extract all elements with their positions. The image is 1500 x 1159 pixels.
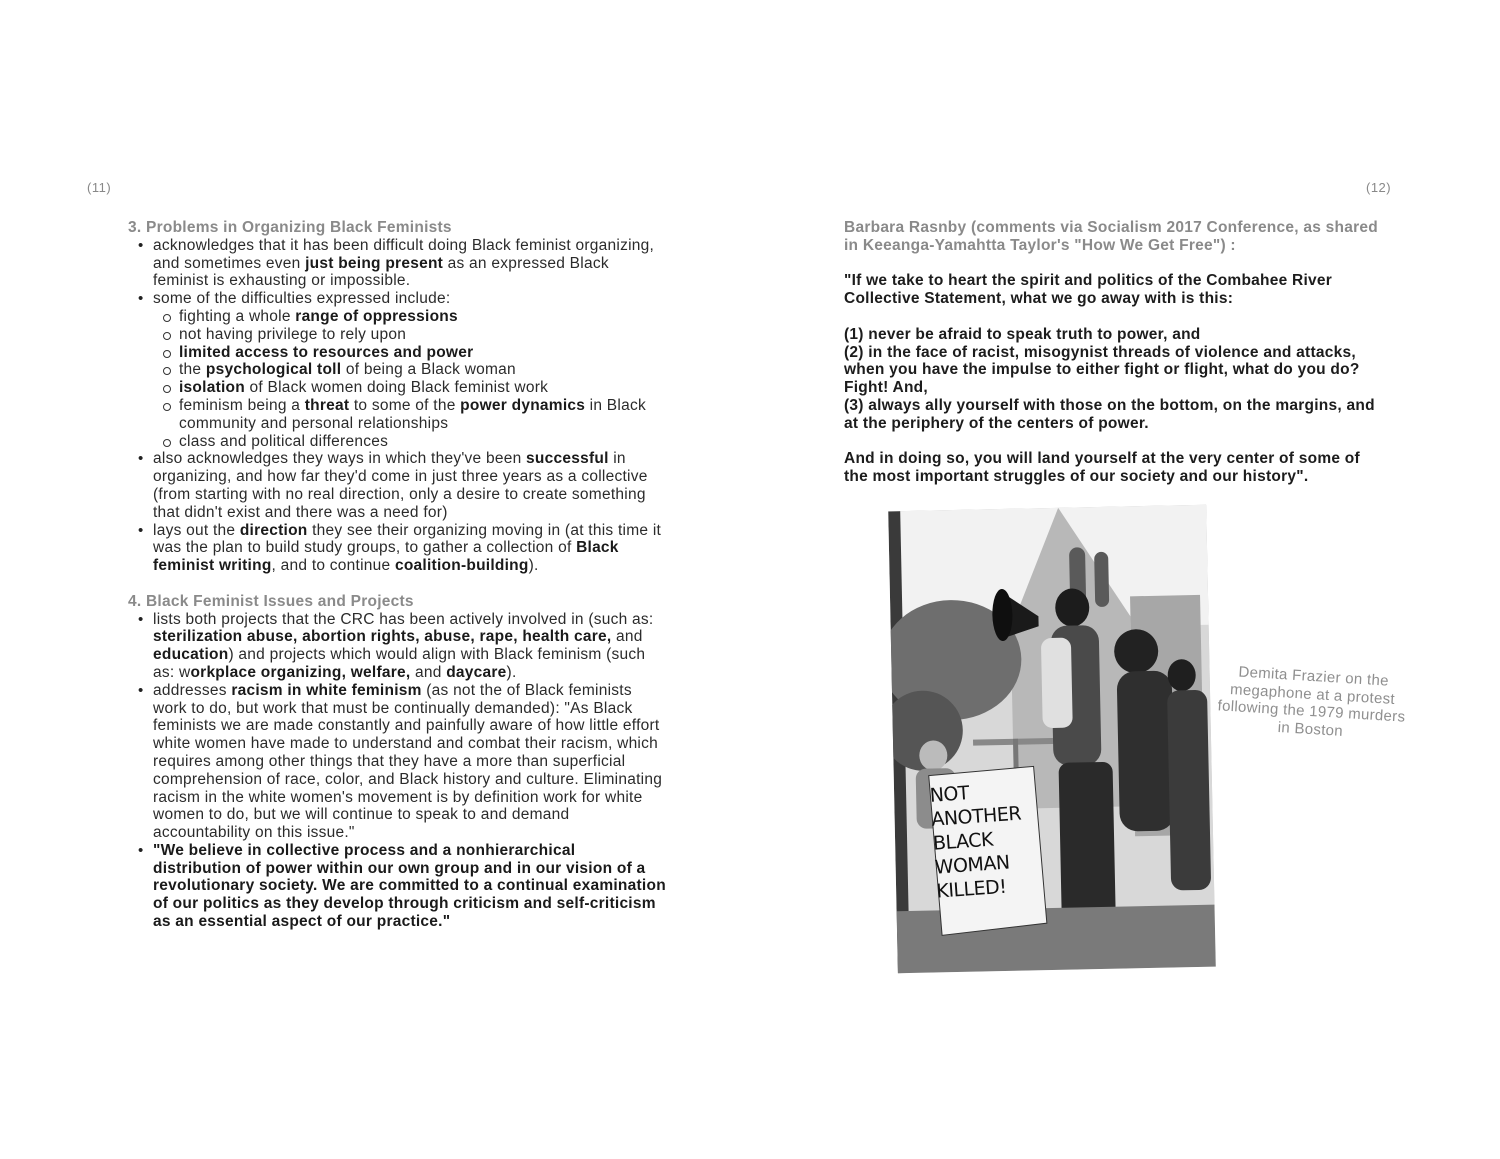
text: (as not the of Black feminists work to do, but work that must be continually demanded): "As Black feminists we are made constantly and painfully aware of how little effort white women have made to understand and combat their racism, which requires among other things that they have a more than superficial comprehension of race, color, and Black history and culture. Eliminating racism in the white women's movement is by definition work for white women to do, but we will continue to speak to and demand accountability on this issue." <box>153 681 663 842</box>
list-item <box>128 682 668 842</box>
right-column <box>844 219 1384 486</box>
emphasis: racism in white feminism <box>231 681 422 699</box>
page-number-left: (11) <box>87 180 112 195</box>
text: and <box>611 628 643 646</box>
list-item <box>128 450 668 521</box>
text: and <box>410 663 447 681</box>
emphasis: daycare <box>446 663 507 681</box>
emphasis: education <box>153 646 229 664</box>
sub-list-item <box>153 326 668 344</box>
text: , and to continue <box>271 557 395 575</box>
text: ). <box>506 663 517 681</box>
list-item <box>128 237 668 290</box>
text: in organizing, and how far they'd come in just three years as a collective (from starting with no real direction, only a desire to create something that didn't exist and there was a need for) <box>153 450 648 521</box>
difficulties-sublist <box>153 308 668 450</box>
text: the <box>179 361 206 379</box>
sub-list-item <box>153 433 668 451</box>
emphasis: isolation <box>179 379 245 397</box>
emphasis: Black feminist writing <box>153 539 619 575</box>
emphasis: direction <box>239 521 308 539</box>
text: not having privilege to rely upon <box>179 325 407 343</box>
section-4-list <box>128 611 668 931</box>
text: some of the difficulties expressed include: <box>153 290 451 308</box>
sub-list-item <box>153 397 668 433</box>
sub-list-item <box>153 344 668 362</box>
section-3-list <box>128 237 668 575</box>
text: class and political differences <box>179 432 389 450</box>
emphasis: range of oppressions <box>295 307 458 325</box>
emphasis: power dynamics <box>460 396 586 414</box>
section-4-heading: 4. Black Feminist Issues and Projects <box>128 592 414 610</box>
quote-point-2: (2) in the face of racist, misogynist threads of violence and attacks, when you have the impulse to either fight or flight, what do you do? Fight! And, <box>844 343 1360 397</box>
quote-emphasis: "We believe in collective process and a nonhierarchical distribution of power within our own group and in our vision of a revolutionary society. We are committed to a continual examination of our politics as they develop through criticism and self-criticism as an essential aspect of our practice." <box>153 841 666 931</box>
sub-list-item <box>153 379 668 397</box>
emphasis: orkplace organizing, welfare, <box>190 663 411 681</box>
text: ). <box>528 557 539 575</box>
emphasis: successful <box>526 450 609 468</box>
list-item <box>128 290 668 450</box>
text: to some of the <box>349 396 461 414</box>
text: addresses <box>153 681 232 699</box>
text: acknowledges that it has been difficult doing Black feminist organizing, and sometimes even <box>153 236 655 272</box>
left-column <box>128 219 668 931</box>
page-number-right: (12) <box>1366 180 1392 195</box>
list-item <box>128 522 668 575</box>
attribution-heading: Barbara Rasnby (comments via Socialism 2017 Conference, as shared in Keeanga-Yamahtta Taylor's "How We Get Free") : <box>844 219 1379 254</box>
text: of Black women doing Black feminist work <box>244 379 549 397</box>
text: as an expressed Black feminist is exhausting or impossible. <box>153 254 609 290</box>
section-3-heading: 3. Problems in Organizing Black Feminists <box>128 219 452 236</box>
text: fighting a whole <box>179 307 296 325</box>
emphasis: limited access to resources and power <box>179 343 474 361</box>
quote-conclusion: And in doing so, you will land yourself at the very center of some of the most important struggles of our society and our history". <box>844 450 1360 486</box>
photo-caption: Demita Frazier on the megaphone at a protest following the 1979 murders in Boston <box>1217 663 1406 740</box>
text: lists both projects that the CRC has been actively involved in (such as: <box>153 610 654 628</box>
list-item <box>128 842 668 931</box>
text: they see their organizing moving in (at this time it was the plan to build study groups, to gather a collection of <box>153 521 662 557</box>
text: of being a Black woman <box>341 361 516 379</box>
text: ) and projects which would align with Black feminism (such as: w <box>153 646 646 681</box>
list-item <box>128 611 668 682</box>
text: feminism being a <box>179 396 305 414</box>
emphasis: sterilization abuse, abortion rights, abuse, rape, health care, <box>153 628 612 646</box>
text: lays out the <box>153 521 240 539</box>
quote-point-1: (1) never be afraid to speak truth to power, and <box>844 325 1201 343</box>
sub-list-item <box>153 308 668 326</box>
protest-sign-text: NOT ANOTHER BLACK WOMAN KILLED! <box>929 782 1022 903</box>
text: also acknowledges they ways in which they've been <box>153 450 527 468</box>
emphasis: just being present <box>305 254 444 272</box>
emphasis: coalition-building <box>394 557 529 575</box>
quote-intro: "If we take to heart the spirit and politics of the Combahee River Collective Statement, what we go away with is this: <box>844 272 1333 308</box>
emphasis: psychological toll <box>205 361 342 379</box>
quote-point-3: (3) always ally yourself with those on the bottom, on the margins, and at the periphery of the centers of power. <box>844 396 1375 432</box>
text: in Black community and personal relationships <box>179 396 646 432</box>
sub-list-item <box>153 361 668 379</box>
emphasis: threat <box>304 396 350 414</box>
